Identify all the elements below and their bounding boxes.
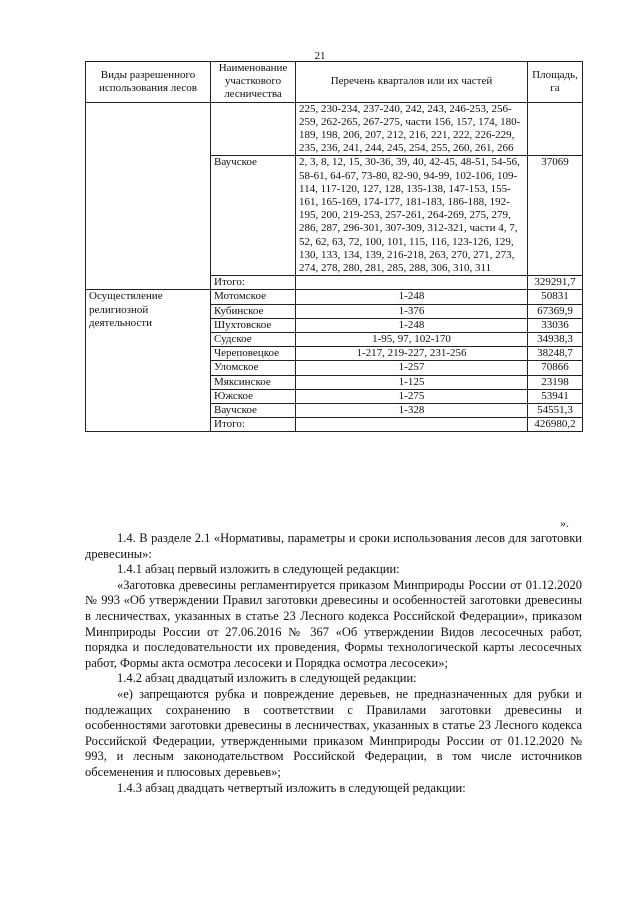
paragraph: 1.4. В разделе 2.1 «Нормативы, параметры и сроки использования лесов для заготовки древесины»:	[85, 531, 582, 561]
cell-forestry-name: Ваучское	[211, 156, 296, 276]
cell-area: 70866	[528, 361, 583, 375]
cell-quarters: 1-275	[296, 389, 528, 403]
cell-quarters: 1-257	[296, 361, 528, 375]
cell-area-continued	[528, 102, 583, 156]
cell-quarters-continued: 225, 230-234, 237-240, 242, 243, 246-253, 256-259, 262-265, 267-275, части 156, 157, 174, 180-189, 198, 206, 207, 212, 216, 221, 222, 226-229, 235, 236, 241, 244, 245, 254, 255, 260, 261, 266	[296, 102, 528, 156]
cell-quarters: 1-328	[296, 404, 528, 418]
cell-quarters: 1-248	[296, 290, 528, 304]
cell-forestry-name: Шухтовское	[211, 318, 296, 332]
cell-total-quarters	[296, 418, 528, 432]
forest-use-table	[85, 61, 583, 432]
cell-quarters: 1-95, 97, 102-170	[296, 333, 528, 347]
table-header-row	[86, 62, 583, 103]
cell-quarters: 1-217, 219-227, 231-256	[296, 347, 528, 361]
cell-forestry-name: Мотомское	[211, 290, 296, 304]
table-row	[86, 290, 583, 304]
cell-quarters: 2, 3, 8, 12, 15, 30-36, 39, 40, 42-45, 48-51, 54-56, 58-61, 64-67, 73-80, 82-90, 94-99, 102-106, 109-114, 117-120, 127, 128, 135-138, 147-153, 155-161, 165-169, 174-177, 181-183, 186-188, 192-195, 200, 219-253, 257-261, 264-269, 275, 279, 286, 287, 296-301, 307-309, 312-321, части 4, 7, 52, 62, 63, 72, 100, 101, 115, 116, 123-126, 129, 130, 133, 134, 139, 216-218, 263, 270, 271, 273, 274, 278, 280, 281, 285, 288, 306, 310, 311	[296, 156, 528, 276]
header-area: Площадь, га	[528, 62, 583, 103]
cell-forestry-continued	[211, 102, 296, 156]
cell-use-type-continued	[86, 102, 211, 290]
cell-forestry-name: Череповецкое	[211, 347, 296, 361]
cell-quarters: 1-125	[296, 375, 528, 389]
closing-quote: ».	[560, 516, 569, 530]
cell-quarters: 1-376	[296, 304, 528, 318]
cell-area: 33036	[528, 318, 583, 332]
cell-total-label: Итого:	[211, 418, 296, 432]
cell-forestry-name: Мяксинское	[211, 375, 296, 389]
cell-area: 38248,7	[528, 347, 583, 361]
cell-area: 37069	[528, 156, 583, 276]
cell-total-area: 426980,2	[528, 418, 583, 432]
cell-area: 54551,3	[528, 404, 583, 418]
cell-area: 23198	[528, 375, 583, 389]
cell-total-label: Итого:	[211, 276, 296, 290]
amendment-text	[85, 531, 582, 796]
cell-total-area: 329291,7	[528, 276, 583, 290]
header-forestry-name: Наименование участкового лесничества	[211, 62, 296, 103]
paragraph: «Заготовка древесины регламентируется приказом Минприроды России от 01.12.2020 № 993 «Об утверждении Правил заготовки древесины и особенностей заготовки древесины в лесничествах, указанных в статье 23 Лесного кодекса Российской Федерации», приказом Минприроды России от 27.06.2016 № 367 «Об утверждении Видов лесосечных работ, порядка и последовательности их проведения, Формы технологической карты лесосечных работ, Формы акта осмотра лесосеки и Порядка осмотра лесосеки»;	[85, 577, 582, 670]
paragraph: 1.4.1 абзац первый изложить в следующей редакции:	[117, 562, 400, 577]
cell-area: 67369,9	[528, 304, 583, 318]
cell-quarters: 1-248	[296, 318, 528, 332]
table-row	[86, 102, 583, 156]
paragraph: «е) запрещаются рубка и повреждение деревьев, не предназначенных для рубки и подлежащих сохранению в соответствии с Правилами заготовки древесины и особенностями заготовки древесины в лесничествах, указанных в статье 23 Лесного кодекса Российской Федерации, утвержденными приказом Минприроды России от 01.12.2020 № 993, и лесным законодательством Российской Федерации, в том числе источников обсеменения и плюсовых деревьев»;	[85, 686, 582, 779]
cell-forestry-name: Кубинское	[211, 304, 296, 318]
header-quarters: Перечень кварталов или их частей	[296, 62, 528, 103]
cell-forestry-name: Судское	[211, 333, 296, 347]
paragraph: 1.4.2 абзац двадцатый изложить в следующей редакции:	[117, 671, 417, 686]
cell-area: 50831	[528, 290, 583, 304]
cell-forestry-name: Уломское	[211, 361, 296, 375]
header-use-type: Виды разрешенного использования лесов	[86, 62, 211, 103]
page-number: 21	[314, 50, 326, 62]
paragraph: 1.4.3 абзац двадцать четвертый изложить в следующей редакции:	[117, 780, 466, 795]
cell-forestry-name: Ваучское	[211, 404, 296, 418]
cell-forestry-name: Южское	[211, 389, 296, 403]
cell-total-quarters	[296, 276, 528, 290]
cell-use-type-religion: Осуществление религиозной деятельности	[86, 290, 211, 432]
cell-area: 34938,3	[528, 333, 583, 347]
cell-area: 53941	[528, 389, 583, 403]
